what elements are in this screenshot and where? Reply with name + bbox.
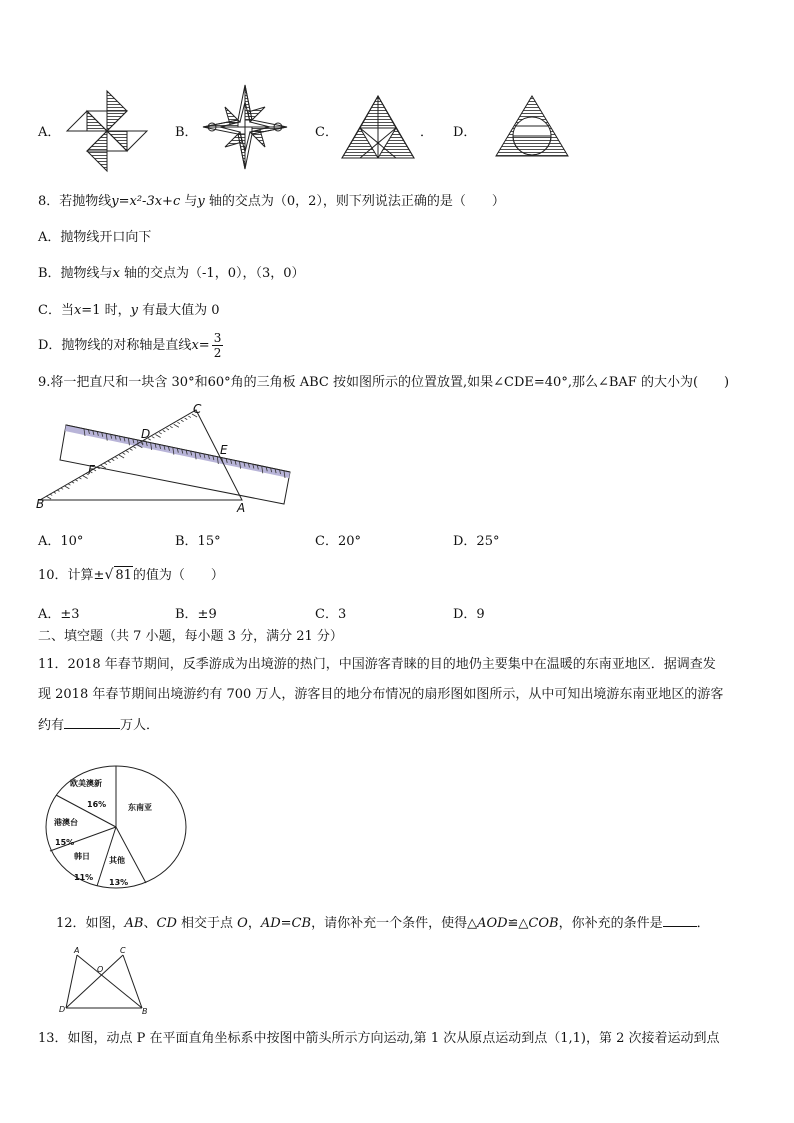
label-A: A <box>237 501 246 515</box>
compass-star-figure <box>200 82 290 172</box>
q10-option-d: D．9 <box>453 607 485 622</box>
ruler-tick <box>177 422 180 424</box>
q9-option-d: D．25° <box>453 534 500 549</box>
label-12-O: O <box>97 965 104 974</box>
q11-line2: 现 2018 年春节期间出境游约有 700 万人，游客目的地分布情况的扇形图如图所示，从中可知出境游东南亚地区的游客 <box>38 687 724 702</box>
label-12-C: C <box>120 946 126 955</box>
ruler-tick <box>174 424 179 427</box>
ruler-triangle-figure <box>34 400 296 518</box>
pie-pct-europe: 16% <box>87 800 107 809</box>
q9-option-a: A．10° <box>38 534 84 549</box>
pie-label-gangao: 港澳台 <box>54 818 78 827</box>
q10-stem: 10．计算±√ 81的值为（ ） <box>38 567 224 583</box>
ruler-tick <box>46 496 51 499</box>
label-12-D: D <box>59 1005 66 1014</box>
label-12-B: B <box>142 1007 148 1016</box>
label-E: E <box>220 443 228 457</box>
pie-label-sea: 东南亚 <box>128 803 152 812</box>
pie-pct-gangao: 15% <box>55 838 75 847</box>
label-12-A: A <box>74 946 80 955</box>
q11-line3: 约有 万人． <box>38 718 160 733</box>
ruler-tick <box>156 435 161 438</box>
ruler-tick <box>170 426 173 428</box>
q9-option-c: C．20° <box>315 534 361 549</box>
pie-pct-rihan: 11% <box>74 873 94 882</box>
q10-option-a: A．±3 <box>38 607 80 622</box>
q13-line1: 13．如图，动点 P 在平面直角坐标系中按图中箭头所示方向运动,第 1 次从原点运动到点（1,1)，第 2 次接着运动到点 <box>38 1031 720 1046</box>
q8-option-d: D．抛物线的对称轴是直线x= $\frac{3}{2}$ <box>38 331 222 360</box>
pie-pct-other: 13% <box>109 878 129 887</box>
ruler-tick <box>79 478 82 480</box>
q7-option-a-label: A． <box>38 125 61 140</box>
q7-option-d-label: D． <box>453 125 477 140</box>
ruler-tick <box>166 428 169 430</box>
ruler-tick <box>72 482 75 484</box>
fraction-three-halves: $\frac{3}{2}$ <box>213 331 222 360</box>
triangle-bowtie-figure <box>340 94 416 160</box>
q8-option-b: B．抛物线与x 轴的交点为（-1，0），（3，0） <box>38 266 305 281</box>
q10-option-c: C．3 <box>315 607 347 622</box>
label-F: F <box>88 463 95 477</box>
q7-option-b-label: B． <box>175 125 198 140</box>
q7-option-c-label: C． <box>315 125 338 140</box>
q9-stem: 9.将一把直尺和一块含 30°和60°角的三角板 ABC 按如图所示的位置放置,如果∠CDE=40°,那么∠BAF 的大小为( ) <box>38 375 730 390</box>
ruler-tick <box>57 490 60 492</box>
label-B: B <box>36 497 45 511</box>
triangle-circle-figure <box>494 94 570 158</box>
pie-chart <box>42 762 190 892</box>
intersecting-lines-figure <box>58 944 150 1016</box>
ruler-tick <box>163 430 166 432</box>
ruler-tick <box>83 476 88 479</box>
q8-option-a: A．抛物线开口向下 <box>38 230 152 245</box>
ruler-tick <box>75 480 78 482</box>
pie-label-rihan: 韩日 <box>74 852 90 861</box>
q11-line1: 11．2018 年春节期间，反季游成为出境游的热门，中国游客青睐的目的地仍主要集中在温暖的东南亚地区．据调查发 <box>38 657 716 672</box>
q12-stem: 12．如图，AB、CD 相交于点 O，AD=CB，请你补充一个条件，使得△AOD≌△COB，你补充的条件是 ． <box>56 916 710 931</box>
ruler-tick <box>185 418 188 420</box>
pie-label-europe: 欧美澳新 <box>70 779 102 788</box>
label-C: C <box>193 402 202 416</box>
ruler-tick <box>181 420 184 422</box>
q9-option-b: B．15° <box>175 534 221 549</box>
answer-blank-12 <box>663 926 697 927</box>
pie-label-other: 其他 <box>109 856 125 865</box>
q10-option-b: B．±9 <box>175 607 217 622</box>
q7-dot: ． <box>420 125 434 140</box>
pinwheel-figure <box>64 88 150 174</box>
ruler-tick <box>152 437 155 439</box>
ruler-tick <box>188 416 191 418</box>
answer-blank <box>64 728 120 729</box>
ruler-tick <box>61 488 64 490</box>
ruler-tick <box>64 486 69 489</box>
radicand: 81 <box>115 568 132 583</box>
section-2-heading: 二、填空题（共 7 小题，每小题 3 分，满分 21 分） <box>38 629 343 644</box>
ruler-tick <box>159 432 162 434</box>
label-D: D <box>141 427 151 441</box>
q8-stem: 8．若抛物线y=x²-3x+c 与y 轴的交点为（0，2），则下列说法正确的是（ ） <box>38 194 505 209</box>
q8-option-c: C．当x=1 时，y 有最大值为 0 <box>38 303 220 318</box>
ruler-tick <box>68 484 71 486</box>
